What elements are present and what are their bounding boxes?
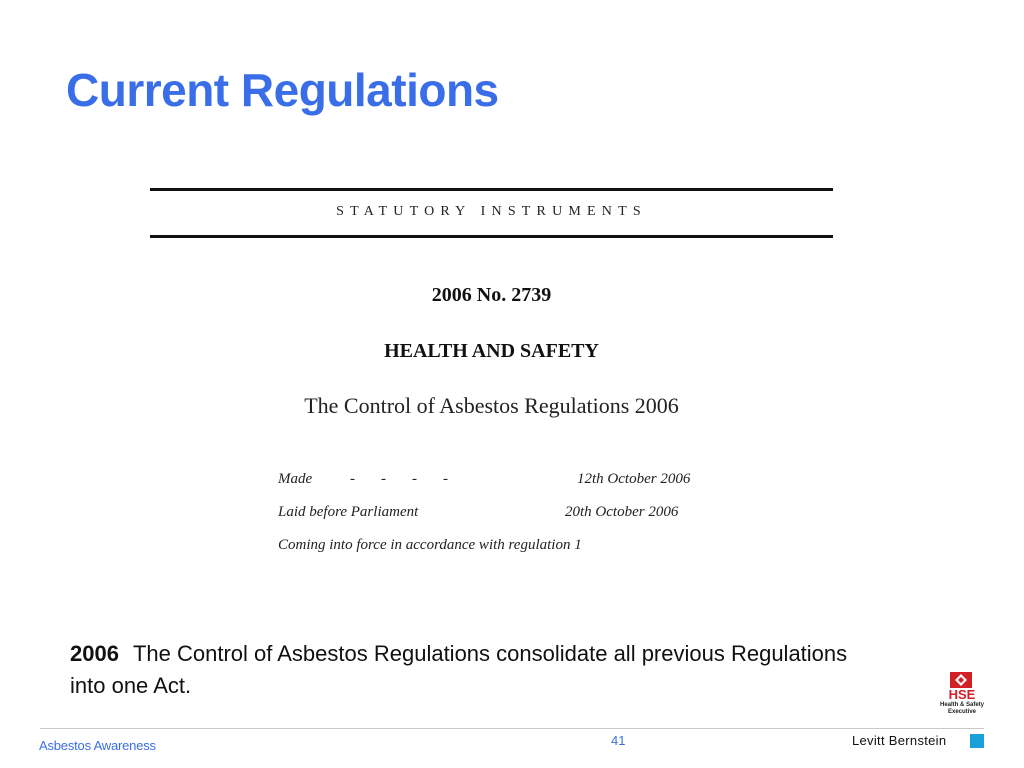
slide-title: Current Regulations (66, 64, 499, 116)
page-number: 41 (611, 733, 626, 748)
hse-logo-subtext-line: Health & Safety (939, 702, 984, 708)
company-logo-square-icon (970, 734, 984, 748)
instrument-subject: HEALTH AND SAFETY (384, 340, 599, 362)
hse-logo-subtext (936, 702, 988, 716)
hse-logo-text: HSE (948, 687, 976, 702)
date-row-coming-into-force (278, 537, 718, 570)
date-label: Coming into force in accordance with regulation 1 (278, 537, 582, 553)
hse-emblem-icon (950, 672, 972, 688)
footer-title: Asbestos Awareness (39, 738, 156, 753)
caption-year: 2006 (70, 641, 119, 666)
hse-logo-subtext-line: Executive (947, 709, 977, 715)
date-row-laid (278, 504, 718, 537)
instrument-name: The Control of Asbestos Regulations 2006 (304, 393, 679, 418)
statutory-instrument-image (150, 188, 833, 568)
footer-divider (40, 728, 984, 729)
slide-caption (70, 638, 850, 702)
date-row-made (278, 471, 718, 504)
dash: - (412, 471, 417, 487)
bottom-rule (150, 235, 833, 238)
dash: - (350, 471, 355, 487)
dash-leader (350, 471, 474, 488)
top-rule (150, 188, 833, 191)
dash: - (443, 471, 448, 487)
document-header: STATUTORY INSTRUMENTS (336, 204, 647, 219)
date-label: Made (278, 471, 313, 487)
date-value: 20th October 2006 (565, 504, 679, 520)
caption-text: The Control of Asbestos Regulations consolidate all previous Regulations into one Act. (70, 641, 848, 698)
hse-logo (936, 672, 988, 722)
company-logo-text: Levitt Bernstein (852, 733, 947, 748)
instrument-number: 2006 No. 2739 (431, 284, 552, 306)
date-value: 12th October 2006 (577, 471, 691, 487)
dates-block (278, 471, 718, 570)
dash: - (381, 471, 386, 487)
date-label: Laid before Parliament (278, 504, 419, 520)
